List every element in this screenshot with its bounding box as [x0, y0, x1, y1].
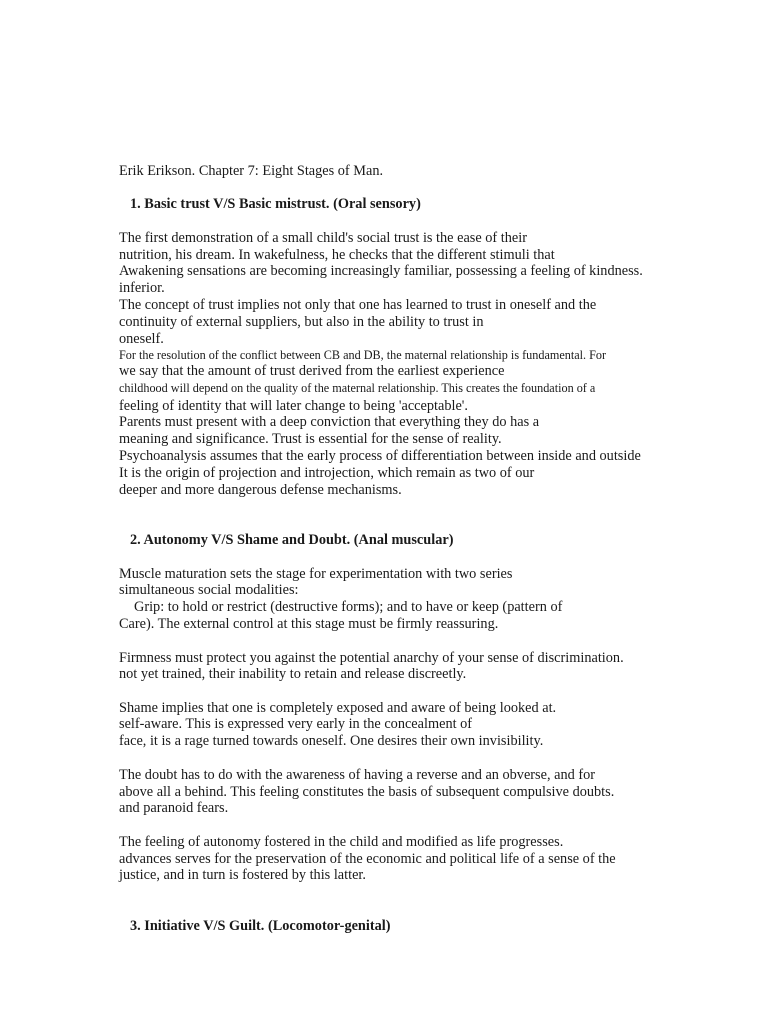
section-1-line: Awakening sensations are becoming increasingly familiar, possessing a feeling of kindness. — [119, 263, 643, 279]
section-1-line: continuity of external suppliers, but also in the ability to trust in — [119, 314, 484, 330]
section-2-line: Muscle maturation sets the stage for experimentation with two series — [119, 566, 513, 582]
section-1-line: childhood will depend on the quality of the maternal relationship. This creates the foundation of a — [119, 381, 596, 395]
section-2-line: The doubt has to do with the awareness of having a reverse and an obverse, and for — [119, 767, 596, 783]
section-1-line: Parents must present with a deep conviction that everything they do has a — [119, 414, 540, 430]
section-2-line: Grip: to hold or restrict (destructive forms); and to have or keep (pattern of — [134, 599, 563, 615]
section-2-line: The feeling of autonomy fostered in the child and modified as life progresses. — [119, 834, 564, 850]
section-1-line: The first demonstration of a small child's social trust is the ease of their — [119, 230, 527, 246]
section-1-line: oneself. — [119, 331, 164, 347]
section-2-line: face, it is a rage turned towards oneself. One desires their own invisibility. — [119, 733, 544, 749]
section-2-line: not yet trained, their inability to retain and release discreetly. — [119, 666, 467, 682]
section-2-line: and paranoid fears. — [119, 800, 229, 816]
section-3-heading: 3. Initiative V/S Guilt. (Locomotor-genital) — [130, 918, 391, 934]
section-2-line: self-aware. This is expressed very early in the concealment of — [119, 716, 473, 732]
section-2-line: simultaneous social modalities: — [119, 582, 299, 598]
section-1-line: deeper and more dangerous defense mechanisms. — [119, 482, 402, 498]
section-2-line: Care). The external control at this stage must be firmly reassuring. — [119, 616, 499, 632]
section-1-line: The concept of trust implies not only that one has learned to trust in oneself and the — [119, 297, 597, 313]
section-2-heading: 2. Autonomy V/S Shame and Doubt. (Anal muscular) — [130, 532, 454, 548]
section-1-line: Psychoanalysis assumes that the early process of differentiation between inside and outside — [119, 448, 641, 464]
section-2-line: Firmness must protect you against the potential anarchy of your sense of discrimination. — [119, 650, 624, 666]
section-2-line: advances serves for the preservation of the economic and political life of a sense of the — [119, 851, 616, 867]
section-2-line: Shame implies that one is completely exposed and aware of being looked at. — [119, 700, 557, 716]
section-1-line: For the resolution of the conflict between CB and DB, the maternal relationship is fundamental. For — [119, 348, 607, 362]
section-1-line: inferior. — [119, 280, 165, 296]
section-1-heading: 1. Basic trust V/S Basic mistrust. (Oral sensory) — [130, 196, 421, 212]
section-2-line: justice, and in turn is fostered by this latter. — [119, 867, 366, 883]
section-1-line: It is the origin of projection and introjection, which remain as two of our — [119, 465, 535, 481]
section-1-line: nutrition, his dream. In wakefulness, he checks that the different stimuli that — [119, 247, 555, 263]
section-1-line: meaning and significance. Trust is essential for the sense of reality. — [119, 431, 502, 447]
document-title: Erik Erikson. Chapter 7: Eight Stages of Man. — [119, 163, 384, 179]
section-1-line: feeling of identity that will later change to being 'acceptable'. — [119, 398, 468, 414]
section-2-line: above all a behind. This feeling constitutes the basis of subsequent compulsive doubts. — [119, 784, 615, 800]
section-1-line: we say that the amount of trust derived from the earliest experience — [119, 363, 505, 379]
